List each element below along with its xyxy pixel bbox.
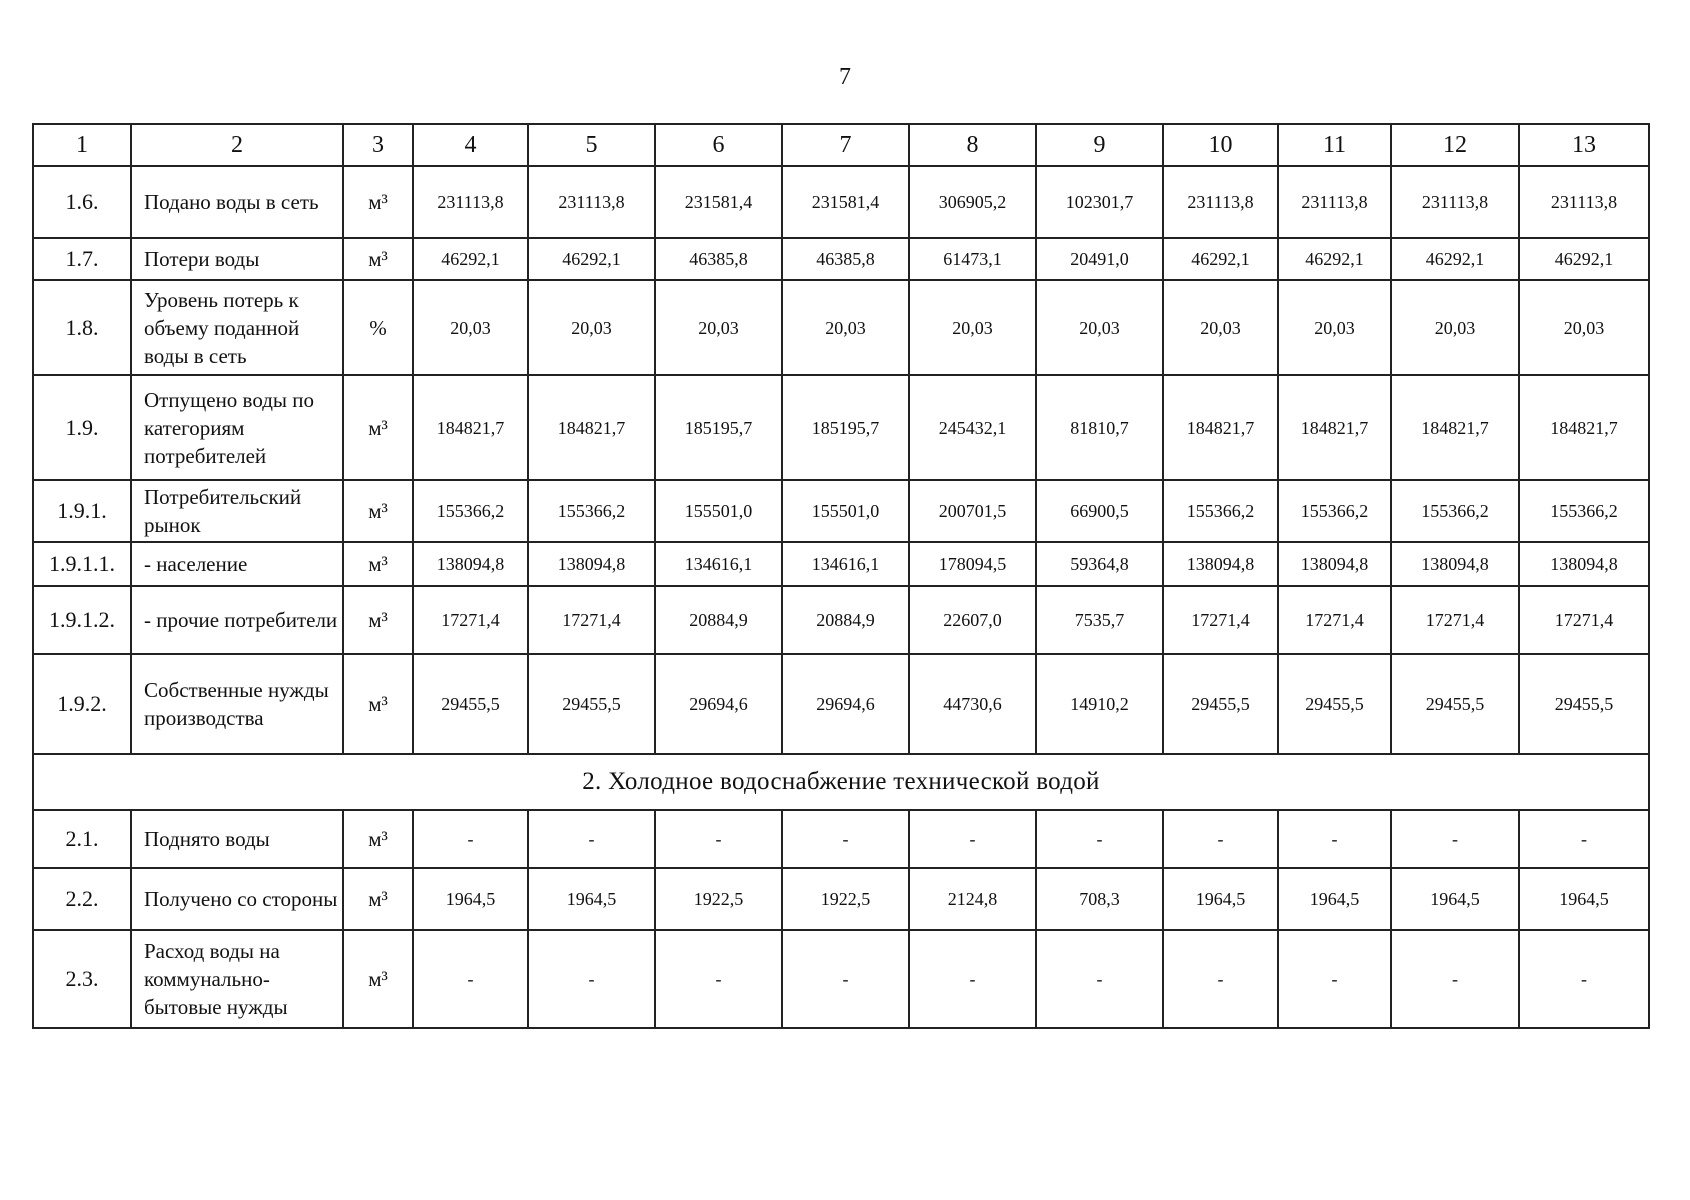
value-cell: 231581,4 [782, 166, 909, 238]
value-cell: - [782, 930, 909, 1028]
value-cell: 20491,0 [1036, 238, 1163, 280]
value-cell: - [1163, 930, 1278, 1028]
value-cell: 20,03 [1278, 280, 1391, 375]
table-row [33, 280, 1649, 375]
value-cell: 184821,7 [1391, 375, 1519, 480]
value-cell: 184821,7 [1163, 375, 1278, 480]
value-cell: - [1278, 810, 1391, 868]
value-cell: 184821,7 [413, 375, 528, 480]
header-cell: 1 [33, 124, 131, 166]
value-cell: 46292,1 [1278, 238, 1391, 280]
header-cell: 5 [528, 124, 655, 166]
value-cell: 155366,2 [1391, 480, 1519, 542]
value-cell: 155366,2 [1519, 480, 1649, 542]
row-number: 1.9.1.2. [33, 586, 131, 654]
value-cell: 14910,2 [1036, 654, 1163, 754]
value-cell: 185195,7 [655, 375, 782, 480]
header-cell: 7 [782, 124, 909, 166]
row-unit: м³ [343, 238, 413, 280]
value-cell: 17271,4 [413, 586, 528, 654]
section-title: 2. Холодное водоснабжение технической водой [33, 754, 1649, 810]
value-cell: 20,03 [528, 280, 655, 375]
value-cell: - [413, 810, 528, 868]
header-cell: 11 [1278, 124, 1391, 166]
value-cell: 7535,7 [1036, 586, 1163, 654]
row-number: 2.1. [33, 810, 131, 868]
value-cell: 29455,5 [1391, 654, 1519, 754]
value-cell: 184821,7 [1278, 375, 1391, 480]
value-cell: - [413, 930, 528, 1028]
row-name: Поднято воды [131, 810, 343, 868]
row-unit: м³ [343, 930, 413, 1028]
row-unit: м³ [343, 166, 413, 238]
value-cell: 231113,8 [413, 166, 528, 238]
value-cell: 1922,5 [655, 868, 782, 930]
row-unit: м³ [343, 586, 413, 654]
value-cell: 29455,5 [528, 654, 655, 754]
value-cell: 29694,6 [782, 654, 909, 754]
table-row [33, 238, 1649, 280]
value-cell: 20,03 [1519, 280, 1649, 375]
value-cell: 134616,1 [655, 542, 782, 586]
value-cell: 138094,8 [528, 542, 655, 586]
value-cell: 46292,1 [413, 238, 528, 280]
row-name: Собственные нужды производства [131, 654, 343, 754]
value-cell: 20,03 [1163, 280, 1278, 375]
value-cell: 231113,8 [1278, 166, 1391, 238]
value-cell: 231113,8 [1519, 166, 1649, 238]
value-cell: 155501,0 [782, 480, 909, 542]
value-cell: 46292,1 [528, 238, 655, 280]
value-cell: 1964,5 [528, 868, 655, 930]
header-row [33, 124, 1649, 166]
value-cell: 155366,2 [1278, 480, 1391, 542]
value-cell: 20,03 [1391, 280, 1519, 375]
table-row [33, 930, 1649, 1028]
value-cell: - [528, 810, 655, 868]
value-cell: 22607,0 [909, 586, 1036, 654]
row-name: Потери воды [131, 238, 343, 280]
row-name: Подано воды в сеть [131, 166, 343, 238]
value-cell: 138094,8 [1163, 542, 1278, 586]
row-name: Расход воды на коммунально-бытовые нужды [131, 930, 343, 1028]
value-cell: 245432,1 [909, 375, 1036, 480]
value-cell: 44730,6 [909, 654, 1036, 754]
row-name: Потребительский рынок [131, 480, 343, 542]
header-cell: 10 [1163, 124, 1278, 166]
row-unit: м³ [343, 480, 413, 542]
value-cell: 20884,9 [655, 586, 782, 654]
value-cell: 184821,7 [1519, 375, 1649, 480]
value-cell: 46385,8 [655, 238, 782, 280]
value-cell: 46292,1 [1163, 238, 1278, 280]
value-cell: 138094,8 [1391, 542, 1519, 586]
value-cell: 29455,5 [1163, 654, 1278, 754]
row-unit: м³ [343, 375, 413, 480]
value-cell: 138094,8 [1278, 542, 1391, 586]
row-number: 1.9. [33, 375, 131, 480]
row-unit: % [343, 280, 413, 375]
value-cell: 20,03 [782, 280, 909, 375]
value-cell: 1964,5 [1278, 868, 1391, 930]
value-cell: 46292,1 [1519, 238, 1649, 280]
value-cell: 20884,9 [782, 586, 909, 654]
row-number: 2.3. [33, 930, 131, 1028]
value-cell: 134616,1 [782, 542, 909, 586]
value-cell: 155366,2 [413, 480, 528, 542]
value-cell: 200701,5 [909, 480, 1036, 542]
value-cell: 231113,8 [1391, 166, 1519, 238]
value-cell: - [1036, 810, 1163, 868]
value-cell: 46292,1 [1391, 238, 1519, 280]
header-cell: 13 [1519, 124, 1649, 166]
table-row [33, 868, 1649, 930]
row-number: 2.2. [33, 868, 131, 930]
value-cell: 155366,2 [528, 480, 655, 542]
row-unit: м³ [343, 542, 413, 586]
value-cell: 1922,5 [782, 868, 909, 930]
value-cell: 1964,5 [1163, 868, 1278, 930]
header-cell: 2 [131, 124, 343, 166]
row-unit: м³ [343, 810, 413, 868]
value-cell: - [1036, 930, 1163, 1028]
value-cell: 20,03 [655, 280, 782, 375]
value-cell: 306905,2 [909, 166, 1036, 238]
value-cell: - [909, 930, 1036, 1028]
value-cell: 102301,7 [1036, 166, 1163, 238]
table-row [33, 375, 1649, 480]
value-cell: - [1519, 930, 1649, 1028]
value-cell: 61473,1 [909, 238, 1036, 280]
value-cell: - [782, 810, 909, 868]
row-number: 1.8. [33, 280, 131, 375]
row-name: Отпущено воды по категориям потребителей [131, 375, 343, 480]
value-cell: 708,3 [1036, 868, 1163, 930]
value-cell: 178094,5 [909, 542, 1036, 586]
table-row [33, 654, 1649, 754]
table-row [33, 586, 1649, 654]
value-cell: 17271,4 [1163, 586, 1278, 654]
header-cell: 4 [413, 124, 528, 166]
value-cell: 231581,4 [655, 166, 782, 238]
value-cell: - [1278, 930, 1391, 1028]
value-cell: 185195,7 [782, 375, 909, 480]
value-cell: 184821,7 [528, 375, 655, 480]
value-cell: 59364,8 [1036, 542, 1163, 586]
value-cell: - [655, 810, 782, 868]
value-cell: 29455,5 [1519, 654, 1649, 754]
value-cell: - [1519, 810, 1649, 868]
section-row [33, 754, 1649, 810]
value-cell: 46385,8 [782, 238, 909, 280]
row-unit: м³ [343, 868, 413, 930]
row-number: 1.9.1. [33, 480, 131, 542]
value-cell: 17271,4 [1278, 586, 1391, 654]
value-cell: 1964,5 [1519, 868, 1649, 930]
value-cell: 1964,5 [1391, 868, 1519, 930]
row-name: Уровень потерь к объему поданной воды в сеть [131, 280, 343, 375]
row-unit: м³ [343, 654, 413, 754]
row-number: 1.6. [33, 166, 131, 238]
value-cell: 2124,8 [909, 868, 1036, 930]
value-cell: 155501,0 [655, 480, 782, 542]
value-cell: 29455,5 [413, 654, 528, 754]
row-name: - население [131, 542, 343, 586]
value-cell: 20,03 [909, 280, 1036, 375]
value-cell: 1964,5 [413, 868, 528, 930]
value-cell: 155366,2 [1163, 480, 1278, 542]
value-cell: 20,03 [1036, 280, 1163, 375]
value-cell: 138094,8 [413, 542, 528, 586]
header-cell: 9 [1036, 124, 1163, 166]
value-cell: 17271,4 [1519, 586, 1649, 654]
value-cell: 66900,5 [1036, 480, 1163, 542]
page-number: 7 [839, 64, 851, 90]
value-cell: - [1391, 930, 1519, 1028]
value-cell: - [1163, 810, 1278, 868]
header-cell: 12 [1391, 124, 1519, 166]
row-name: Получено со стороны [131, 868, 343, 930]
value-cell: - [1391, 810, 1519, 868]
value-cell: 17271,4 [1391, 586, 1519, 654]
row-number: 1.9.1.1. [33, 542, 131, 586]
value-cell: - [909, 810, 1036, 868]
table-row [33, 810, 1649, 868]
value-cell: 81810,7 [1036, 375, 1163, 480]
row-number: 1.9.2. [33, 654, 131, 754]
value-cell: 138094,8 [1519, 542, 1649, 586]
value-cell: 231113,8 [528, 166, 655, 238]
header-cell: 3 [343, 124, 413, 166]
value-cell: - [528, 930, 655, 1028]
table-row [33, 480, 1649, 542]
header-cell: 8 [909, 124, 1036, 166]
value-cell: 17271,4 [528, 586, 655, 654]
data-table [32, 123, 1650, 1029]
value-cell: 20,03 [413, 280, 528, 375]
value-cell: 29694,6 [655, 654, 782, 754]
value-cell: 231113,8 [1163, 166, 1278, 238]
table-row [33, 542, 1649, 586]
row-number: 1.7. [33, 238, 131, 280]
table-row [33, 166, 1649, 238]
header-cell: 6 [655, 124, 782, 166]
value-cell: 29455,5 [1278, 654, 1391, 754]
row-name: - прочие потребители [131, 586, 343, 654]
value-cell: - [655, 930, 782, 1028]
